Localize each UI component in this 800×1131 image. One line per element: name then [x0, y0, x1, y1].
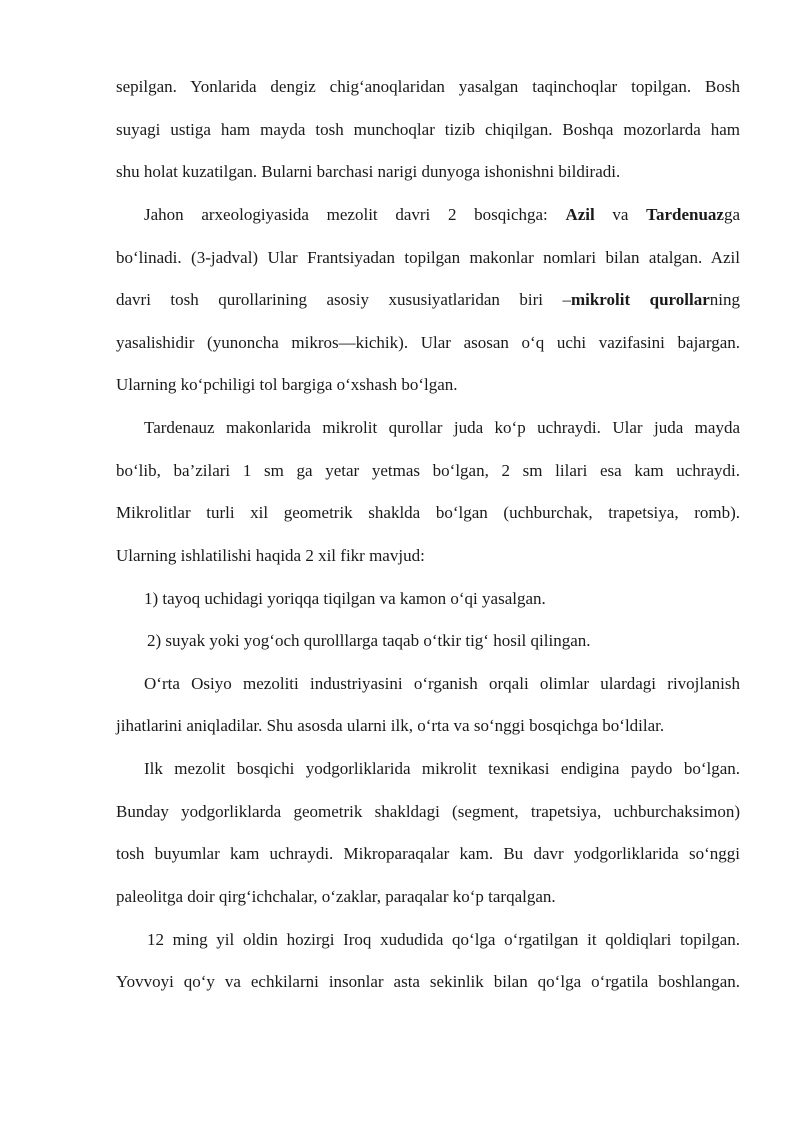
text-line: Ilk mezolit bosqichi yodgorliklarida mikrolit texnikasi endigina paydo bo‘lgan.: [144, 759, 740, 778]
text-line: O‘rta Osiyo mezoliti industriyasini o‘rganish orqali olimlar ulardagi rivojlanish: [144, 674, 740, 693]
text-line: bo‘linadi. (3-jadval) Ular Frantsiyadan topilgan makonlar nomlari bilan atalgan. Azil: [116, 248, 740, 267]
text-line: Bunday yodgorliklarda geometrik shakldagi (segment, trapetsiya, uchburchaksimon): [116, 802, 740, 821]
text-line: Ularning ko‘pchiligi tol bargiga o‘xshash bo‘lgan.: [116, 375, 458, 394]
bold-term-azil: Azil: [565, 205, 595, 224]
text-span: davri tosh qurollarining asosiy xususiyatlaridan biri –: [116, 290, 571, 309]
text-line: Yovvoyi qo‘y va echkilarni insonlar asta sekinlik bilan qo‘lga o‘rgatila boshlangan.: [116, 972, 740, 991]
text-span: va: [594, 205, 647, 224]
text-line: sepilgan. Yonlarida dengiz chig‘anoqlaridan yasalgan taqinchoqlar topilgan. Bosh: [116, 77, 740, 96]
text-line: shu holat kuzatilgan. Bularni barchasi narigi dunyoga ishonishni bildiradi.: [116, 162, 621, 181]
bold-term-mikrolit: mikrolit qurollar: [570, 290, 710, 309]
text-line: Ularning ishlatilishi haqida 2 xil fikr mavjud:: [116, 546, 425, 565]
text-line: 12 ming yil oldin hozirgi Iroq xududida qo‘lga o‘rgatilgan it qoldiqlari topilgan.: [147, 930, 740, 949]
list-item: 2) suyak yoki yog‘och qurolllarga taqab o‘tkir tig‘ hosil qilingan.: [147, 631, 591, 650]
text-line: Tardenauz makonlarida mikrolit qurollar juda ko‘p uchraydi. Ular juda mayda: [144, 418, 740, 437]
text-line: yasalishidir (yunoncha mikros—kichik). Ular asosan o‘q uchi vazifasini bajargan.: [116, 333, 740, 352]
list-item: 1) tayoq uchidagi yoriqqa tiqilgan va kamon o‘qi yasalgan.: [144, 589, 546, 608]
text-span: ga: [723, 205, 740, 224]
text-line: tosh buyumlar kam uchraydi. Mikroparaqalar kam. Bu davr yodgorliklarida so‘nggi: [116, 844, 740, 863]
text-line: bo‘lib, ba’zilari 1 sm ga yetar yetmas bo‘lgan, 2 sm lilari esa kam uchraydi.: [116, 461, 740, 480]
text-line: [116, 288, 740, 312]
text-line: Mikrolitlar turli xil geometrik shaklda bo‘lgan (uchburchak, trapetsiya, romb).: [116, 503, 740, 522]
text-line: [144, 203, 740, 227]
bold-term-tardenuaz: Tardenuaz: [646, 205, 724, 224]
text-line: paleolitga doir qirg‘ichchalar, o‘zaklar, paraqalar ko‘p tarqalgan.: [116, 887, 556, 906]
text-span: Jahon arxeologiyasida mezolit davri 2 bosqichga:: [144, 205, 566, 224]
text-line: suyagi ustiga ham mayda tosh munchoqlar tizib chiqilgan. Boshqa mozorlarda ham: [116, 120, 740, 139]
text-line: jihatlarini aniqladilar. Shu asosda ularni ilk, o‘rta va so‘nggi bosqichga bo‘ldilar.: [116, 716, 665, 735]
text-span: ning: [709, 290, 740, 309]
